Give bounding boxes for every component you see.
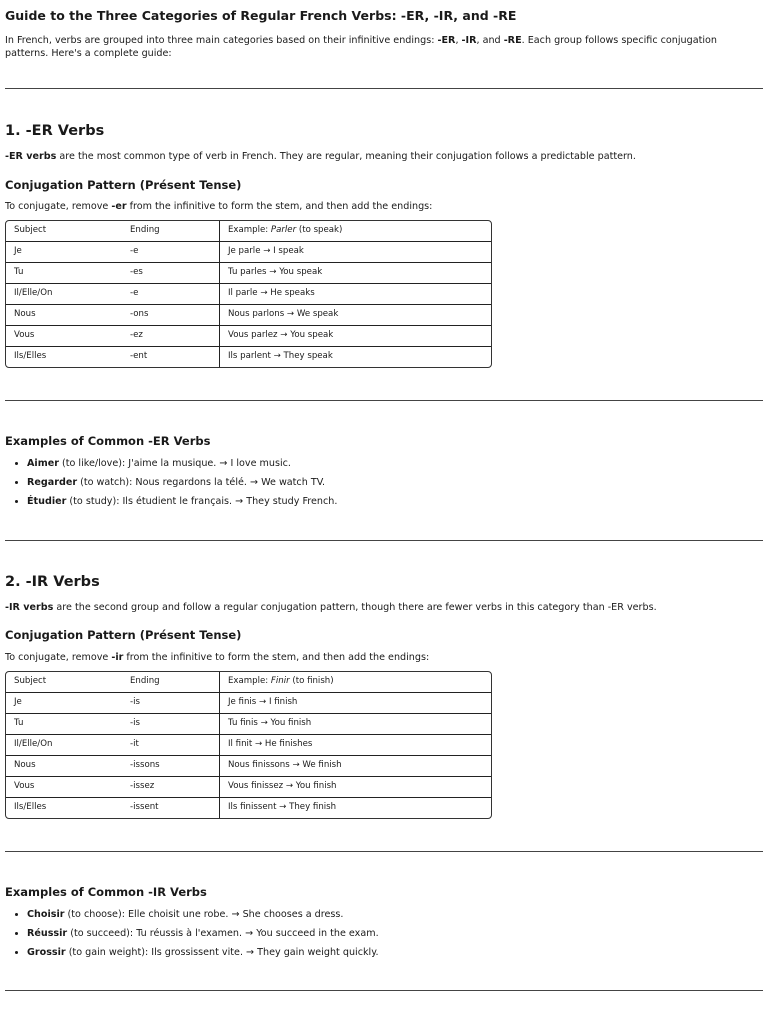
header-example	[219, 672, 491, 693]
ir-pattern-heading: Conjugation Pattern (Présent Tense)	[5, 628, 242, 642]
ir-description-text: are the second group and follow a regular conjugation pattern, though there are fewer verbs in this category than -ER verbs.	[53, 602, 657, 613]
er-instructions	[5, 201, 763, 214]
header-example-text: (to speak)	[296, 225, 343, 236]
table-row	[6, 756, 491, 777]
page-title: Guide to the Three Categories of Regular French Verbs: -ER, -IR, and -RE	[5, 8, 517, 23]
ir-instructions	[5, 652, 763, 665]
er-examples-heading: Examples of Common -ER Verbs	[5, 434, 211, 448]
intro-text: . Each group follows specific conjugation patterns. Here's a complete guide:	[5, 34, 717, 60]
cell-subject: Tu	[6, 263, 122, 284]
er-description-text: are the most common type of verb in French. They are regular, meaning their conjugation follows a predictable pattern.	[56, 151, 636, 162]
er-description	[5, 151, 763, 164]
header-subject: Subject	[6, 221, 122, 242]
cell-ending: -ez	[122, 326, 219, 347]
intro-paragraph	[5, 34, 763, 61]
divider	[5, 540, 763, 541]
ir-examples-list	[5, 909, 763, 966]
ir-instr-text: To conjugate, remove	[5, 652, 112, 663]
table-row	[6, 305, 491, 326]
cell-example: Nous parlons → We speak	[219, 305, 491, 326]
divider	[5, 400, 763, 401]
cell-example: Vous finissez → You finish	[219, 777, 491, 798]
cell-subject: Ils/Elles	[14, 351, 47, 362]
intro-er: -ER	[437, 34, 456, 46]
example-text: (to study): Ils étudient le français. → They study French.	[66, 496, 338, 507]
cell-example: Nous finissons → We finish	[219, 756, 491, 777]
er-instr-text: To conjugate, remove	[5, 201, 112, 212]
cell-ending: -is	[122, 693, 219, 714]
cell-example: Je parle → I speak	[219, 242, 491, 263]
cell-ending: -ent	[130, 351, 148, 362]
header-example	[219, 221, 491, 242]
cell-example: Il finit → He finishes	[219, 735, 491, 756]
example-verb: Aimer	[27, 458, 59, 469]
cell-subject: Je	[6, 693, 122, 714]
header-ending: Ending	[122, 672, 219, 693]
header-example-text: Example:	[228, 225, 271, 236]
cell-subject: Tu	[6, 714, 122, 735]
table-header-row	[6, 221, 491, 242]
er-instr-bold: -er	[111, 201, 127, 212]
table-row	[6, 326, 491, 347]
table-header-row	[6, 672, 491, 693]
list-item	[27, 458, 763, 477]
table-row	[6, 798, 491, 818]
cell-ending: -it	[122, 735, 219, 756]
header-example-verb: Parler	[270, 225, 297, 236]
er-conjugation-table	[5, 220, 492, 368]
divider	[5, 88, 763, 89]
header-example-text: Example:	[228, 676, 271, 687]
cell-ending: -issons	[122, 756, 219, 777]
cell-ending: -e	[122, 242, 219, 263]
er-pattern-heading: Conjugation Pattern (Présent Tense)	[5, 178, 242, 192]
ir-description-bold: -IR verbs	[5, 602, 54, 613]
example-verb: Étudier	[27, 496, 67, 507]
divider	[5, 851, 763, 852]
table-row	[6, 242, 491, 263]
er-description-bold: -ER verbs	[5, 151, 57, 162]
example-verb: Réussir	[27, 928, 68, 939]
list-item	[27, 496, 763, 515]
cell-subject: Il/Elle/On	[6, 735, 122, 756]
header-ending: Ending	[122, 221, 219, 242]
ir-description	[5, 602, 763, 615]
cell-subject: Nous	[6, 305, 122, 326]
cell-subject: Je	[6, 242, 122, 263]
intro-text: In French, verbs are grouped into three main categories based on their infinitive endings:	[5, 34, 438, 46]
table-row	[6, 347, 491, 367]
table-row	[6, 777, 491, 798]
cell-ending: -ons	[122, 305, 219, 326]
cell-ending: -issent	[130, 802, 159, 813]
example-verb: Regarder	[27, 477, 78, 488]
cell-subject: Vous	[6, 326, 122, 347]
intro-ir: -IR	[461, 34, 477, 46]
divider	[5, 990, 763, 991]
cell-subject: Vous	[6, 777, 122, 798]
cell-example: Je finis → I finish	[219, 693, 491, 714]
cell-ending: -e	[122, 284, 219, 305]
cell-example: Ils parlent → They speak	[219, 347, 491, 367]
example-verb: Grossir	[27, 947, 66, 958]
intro-re: -RE	[503, 34, 522, 46]
ir-instr-text: from the infinitive to form the stem, and then add the endings:	[123, 652, 430, 663]
er-table-wrapper	[5, 220, 763, 368]
example-text: (to choose): Elle choisit une robe. → She chooses a dress.	[64, 909, 344, 920]
ir-conjugation-table	[5, 671, 492, 819]
list-item	[27, 477, 763, 496]
cell-example: Il parle → He speaks	[219, 284, 491, 305]
list-item	[27, 947, 763, 966]
table-row	[6, 284, 491, 305]
list-item	[27, 928, 763, 947]
table-row	[6, 714, 491, 735]
header-example-text: (to finish)	[289, 676, 334, 687]
cell-subject: Ils/Elles	[14, 802, 47, 813]
cell-ending: -is	[122, 714, 219, 735]
ir-section-heading: 2. -IR Verbs	[5, 574, 100, 590]
cell-subject: Nous	[6, 756, 122, 777]
intro-sep: , and	[476, 34, 504, 46]
example-text: (to gain weight): Ils grossissent vite. → They gain weight quickly.	[65, 947, 379, 958]
cell-example: Tu finis → You finish	[219, 714, 491, 735]
list-item	[27, 909, 763, 928]
cell-example: Vous parlez → You speak	[219, 326, 491, 347]
cell-ending: -es	[122, 263, 219, 284]
example-text: (to watch): Nous regardons la télé. → We watch TV.	[77, 477, 326, 488]
cell-ending: -issez	[122, 777, 219, 798]
cell-subject: Il/Elle/On	[6, 284, 122, 305]
header-subject: Subject	[6, 672, 122, 693]
ir-examples-heading: Examples of Common -IR Verbs	[5, 885, 207, 899]
cell-example: Tu parles → You speak	[219, 263, 491, 284]
er-section-heading: 1. -ER Verbs	[5, 123, 105, 139]
ir-table-wrapper	[5, 671, 763, 819]
example-verb: Choisir	[27, 909, 65, 920]
er-instr-text: from the infinitive to form the stem, and then add the endings:	[126, 201, 433, 212]
cell-example: Ils finissent → They finish	[219, 798, 491, 818]
example-text: (to like/love): J'aime la musique. → I love music.	[58, 458, 291, 469]
er-examples-list	[5, 458, 763, 515]
table-row	[6, 263, 491, 284]
ir-instr-bold: -ir	[111, 652, 124, 663]
example-text: (to succeed): Tu réussis à l'examen. → You succeed in the exam.	[67, 928, 379, 939]
table-row	[6, 693, 491, 714]
header-example-verb: Finir	[270, 676, 290, 687]
table-row	[6, 735, 491, 756]
intro-sep: ,	[455, 34, 462, 46]
